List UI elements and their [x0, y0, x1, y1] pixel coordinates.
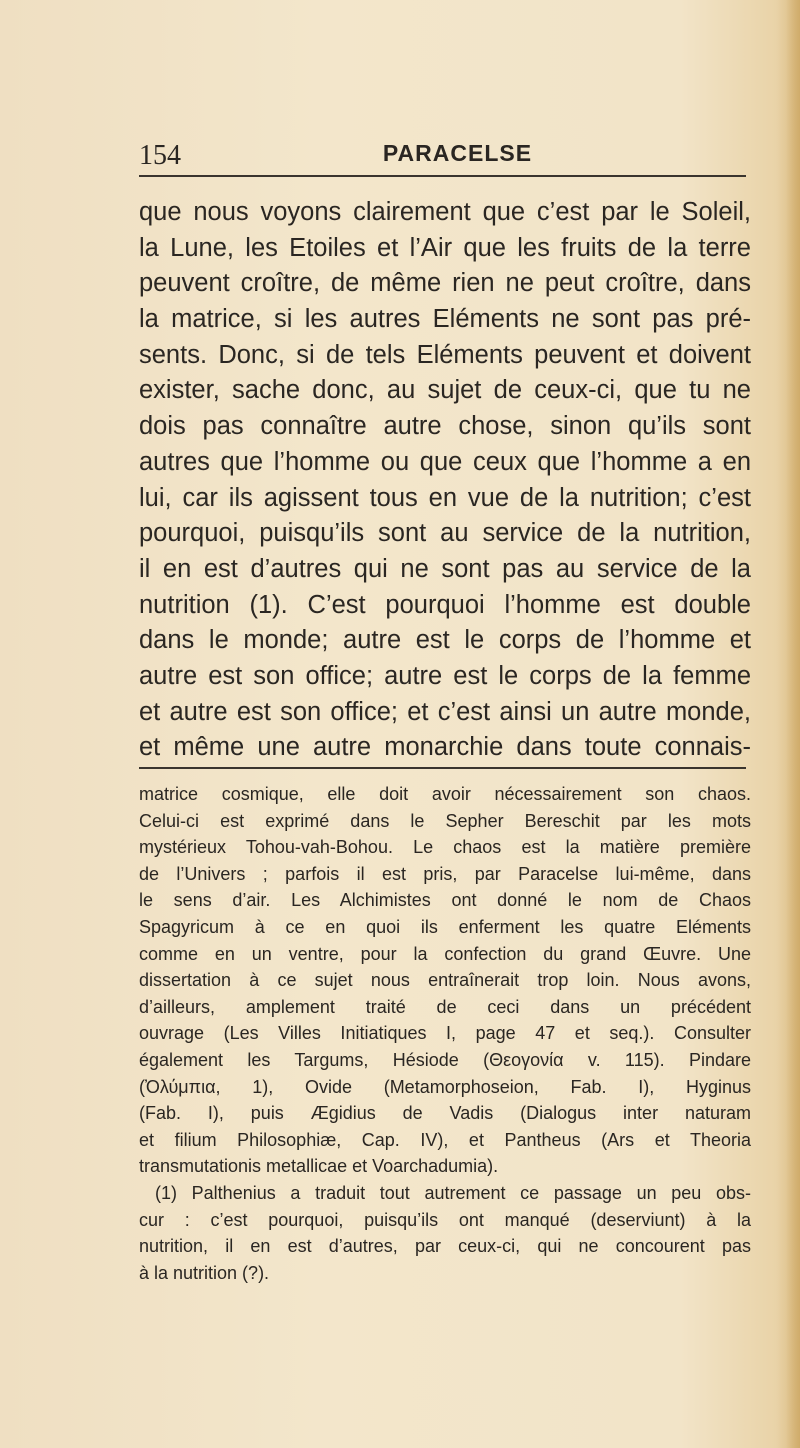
text-line: la Lune, les Etoiles et l’Air que les fruits de la terre [139, 233, 751, 262]
footnote-line: (Fab. I), puis Ægidius de Vadis (Dialogus inter naturam [139, 1103, 751, 1124]
text-line: dans le monde; autre est le corps de l’homme et [139, 626, 751, 655]
footnote-line: mystérieux Tohou-vah-Bohou. Le chaos est la matière première [139, 837, 751, 858]
text-line: et même une autre monarchie dans toute connais- [139, 733, 751, 762]
text-line: et autre est son office; et c’est ainsi un autre monde, [139, 697, 751, 726]
page-header [139, 134, 746, 174]
text-line: il en est d’autres qui ne sont pas au service de la [139, 554, 751, 583]
footnote-line: à la nutrition (?). [139, 1262, 270, 1283]
text-line: autre est son office; autre est le corps de la femme [139, 661, 751, 690]
running-head: PARACELSE [382, 140, 533, 166]
footnote-line: Spagyricum à ce en quoi ils enferment les quatre Eléments [139, 916, 751, 937]
text-line: lui, car ils agissent tous en vue de la nutrition; c’est [139, 483, 751, 512]
footnote-line: nutrition, il en est d’autres, par ceux-ci, qui ne concourent pas [139, 1236, 751, 1257]
page-edge-stain [786, 0, 800, 1448]
text-line: exister, sache donc, au sujet de ceux-ci, que tu ne [139, 376, 751, 405]
footnote-line: de l’Univers ; parfois il est pris, par Paracelse lui-même, dans [139, 863, 751, 884]
main-text [139, 195, 751, 766]
footnote-line: également les Targums, Hésiode (Θεογονία v. 115). Pindare [139, 1049, 751, 1070]
footnote-line: ouvrage (Les Villes Initiatiques I, page 47 et seq.). Consulter [139, 1023, 751, 1044]
footnote-line: et filium Philosophiæ, Cap. IV), et Pantheus (Ars et Theoria [139, 1129, 751, 1150]
footnote-line: d’ailleurs, amplement traité de ceci dans un précédent [139, 996, 751, 1017]
footnote-line: cur : c’est pourquoi, puisqu’ils ont manqué (deserviunt) à la [139, 1209, 751, 1230]
footnote-line: dissertation à ce sujet nous entraînerait trop loin. Nous avons, [139, 970, 751, 991]
footnote-line: matrice cosmique, elle doit avoir nécessairement son chaos. [139, 784, 751, 804]
footnote-line: (Ὀλύμπια, 1), Ovide (Metamorphoseion, Fab. I), Hyginus [139, 1076, 751, 1097]
text-line: la matrice, si les autres Eléments ne sont pas pré- [139, 305, 751, 334]
text-line: sents. Donc, si de tels Eléments peuvent et doivent [139, 340, 751, 369]
footnote-rule [139, 767, 746, 769]
text-line: dois pas connaître autre chose, sinon qu’ils sont [139, 412, 751, 441]
text-line: peuvent croître, de même rien ne peut croître, dans [139, 269, 751, 298]
text-line: pourquoi, puisqu’ils sont au service de la nutrition, [139, 519, 751, 548]
text-line: autres que l’homme ou que ceux que l’homme a en [139, 447, 751, 476]
footnote-line: comme en un ventre, pour la confection du grand Œuvre. Une [139, 943, 751, 964]
text-line: que nous voyons clairement que c’est par le Soleil, [139, 198, 751, 226]
footnote-line: transmutationis metallicae et Voarchadumia). [139, 1156, 499, 1177]
header-rule [139, 175, 746, 177]
text-line: nutrition (1). C’est pourquoi l’homme est double [139, 590, 751, 619]
footnote-line: Celui-ci est exprimé dans le Sepher Bereschit par les mots [139, 810, 751, 831]
page-number: 154 [139, 140, 181, 171]
footnote-line: le sens d’air. Les Alchimistes ont donné le nom de Chaos [139, 890, 751, 911]
footnotes [139, 781, 751, 1286]
footnote-line: (1) Palthenius a traduit tout autrement ce passage un peu obs- [155, 1182, 751, 1203]
